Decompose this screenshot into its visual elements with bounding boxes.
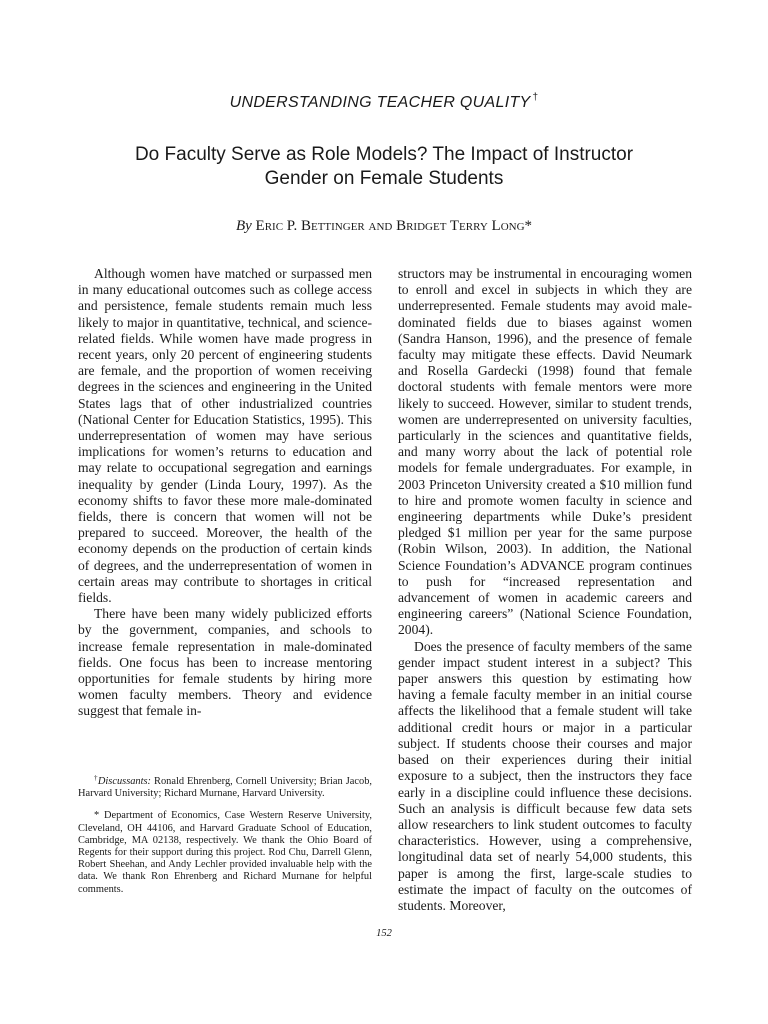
paper-title [60, 143, 708, 191]
body-paragraph-1: Although women have matched or surpassed men in many educational outcomes such as college access and persistence, female students remain much less likely to major in quantitative, technical, and science-related fields. While women have made progress in recent years, only 20 percent of engineering students are female, and the proportion of women receiving degrees in the sciences and engineering in the United States lags that of other industrialized countries (National Center for Education Statistics, 1995). This underrepresentation of women may have serious implications for women’s returns to education and may relate to occupational segregation and earnings inequality by gender (Linda Loury, 1997). As the economy shifts to favor these more male-dominated fields, there is concern that women will not be prepared to succeed. Moreover, the health of the economy depends on the production of certain kinds of degrees, and the underrepresentation of women in certain areas may contribute to shortages in critical fields. [78, 266, 372, 606]
body-paragraph-3: structors may be instrumental in encouraging women to enroll and excel in subjects in which they are underrepresented. Female students may avoid male-dominated fields due to biases against women (Sandra Hanson, 1996), and the presence of female faculty may mitigate these effects. David Neumark and Rosella Gardecki (1998) found that female doctoral students with female mentors were more likely to succeed. However, similar to student trends, women are underrepresented on university faculties, particularly in the sciences and quantitative fields, and many worry about the lack of potential role models for female undergraduates. For example, in 2003 Princeton University created a $10 million fund to hire and promote women faculty in science and engineering departments while Duke’s president pledged $1 million per year for the same purpose (Robin Wilson, 2003). In addition, the National Science Foundation’s ADVANCE program continues to push for “increased representation and advancement of women in academic careers and engineering careers” (National Science Foundation, 2004). [398, 266, 692, 638]
paper-title-line-1: Do Faculty Serve as Role Models? The Impact of Instructor [134, 144, 634, 165]
footnote-affiliation: * Department of Economics, Case Western Reserve University, Cleveland, OH 44106, and Harvard Graduate School of Education, Cambridge, MA 02138, respectively. We thank the Ohio Board of Regents for their support during this project. Rod Chu, Darrell Glenn, Robert Sheehan, and Andy Lechler provided invaluable help with the data. We thank Ron Ehrenberg and Richard Murnane for helpful comments. [78, 810, 372, 895]
byline [0, 218, 768, 235]
byline-by: By [235, 218, 252, 234]
page-number: 152 [376, 928, 392, 939]
right-column [398, 266, 692, 914]
footnote-discussants-text: Ronald Ehrenberg, Cornell University; Brian Jacob, Harvard University; Richard Murnane, Harvard University. [78, 776, 372, 800]
body-paragraph-4: Does the presence of faculty members of the same gender impact student interest in a subject? This paper answers this question by estimating how having a female faculty member in an initial course affects the likelihood that a female student will take additional credit hours or major in a particular subject. If students choose their courses and major based on their experiences during their initial exposure to a subject, then the instructors they face early in a discipline could influence these decisions. Such an analysis is difficult because few data sets allow researchers to link student outcomes to faculty characteristics. However, using a comprehensive, longitudinal data set of nearly 54,000 students, this paper is among the first, large-scale studies to estimate the impact of faculty on the outcomes of students. Moreover, [398, 638, 692, 913]
footnote-discussants-label: Discussants: [97, 776, 152, 787]
body-paragraph-2: There have been many widely publicized efforts by the government, companies, and schools to increase female representation in male-dominated fields. One focus has been to increase mentoring opportunities for female students by hiring more women faculty members. Theory and evidence suggest that female in- [78, 606, 372, 719]
section-title-text: UNDERSTANDING TEACHER QUALITY [229, 94, 531, 111]
footnote-discussants [78, 772, 372, 800]
footnote-dagger-mark: † [94, 774, 98, 782]
section-title-dagger: † [532, 92, 539, 103]
footnotes [78, 772, 372, 906]
left-column [78, 266, 372, 720]
byline-authors: Eric P. Bettinger and Bridget Terry Long* [255, 218, 533, 234]
section-title [0, 92, 768, 112]
paper-title-line-2: Gender on Female Students [264, 168, 504, 189]
